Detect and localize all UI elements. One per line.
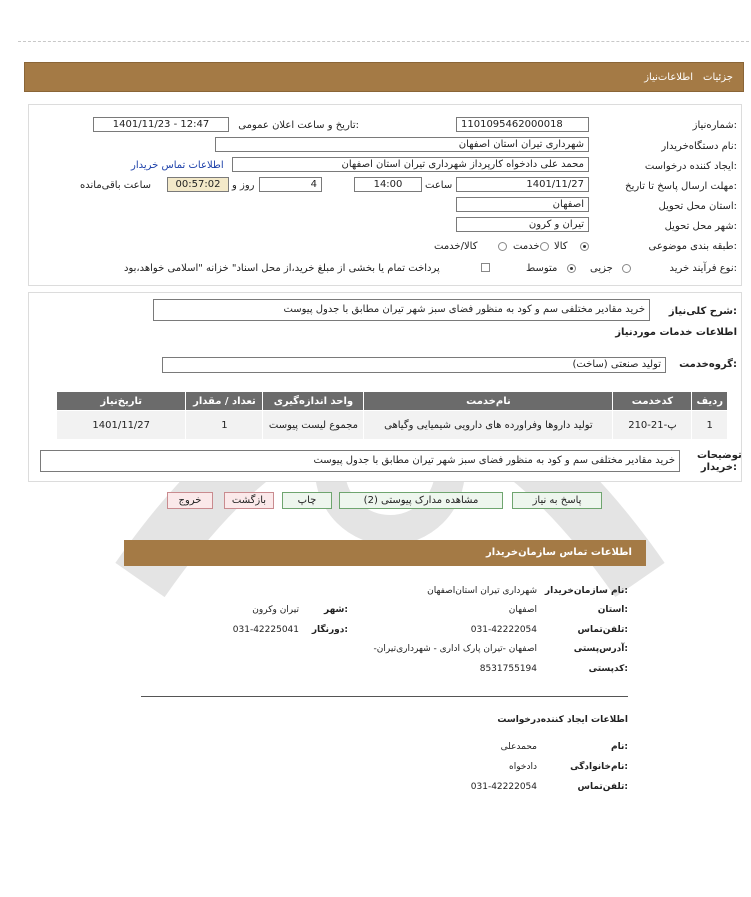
- process-partial-label: جزیی: [590, 263, 613, 274]
- creator-family-label: نام‌خانوادگی:: [570, 762, 628, 772]
- col-quantity: تعداد / مقدار: [186, 392, 263, 411]
- col-service-code: کدخدمت: [613, 392, 692, 411]
- time-remaining-field: 00:57:02: [167, 177, 229, 192]
- announce-label: تاریخ و ساعت اعلان عمومی:: [238, 120, 359, 131]
- category-goods-radio[interactable]: [580, 242, 589, 251]
- services-table: [56, 391, 728, 440]
- top-divider: [18, 41, 749, 42]
- services-title: اطلاعات خدمات موردنیاز: [615, 327, 737, 338]
- province-field: اصفهان: [456, 197, 589, 212]
- creator-info-title: اطلاعات ایجاد کننده‌درخواست: [497, 715, 628, 725]
- creator-phone-label: تلفن‌تماس:: [577, 782, 628, 792]
- col-row-number: ردیف: [692, 392, 728, 411]
- cell-need-date: 1401/11/27: [57, 411, 186, 440]
- reply-button[interactable]: پاسخ به نیاز: [512, 492, 602, 509]
- days-remaining-field: 4: [259, 177, 322, 192]
- time-remaining-label: ساعت باقی‌مانده: [80, 180, 152, 191]
- address-label: آدرس‌پستی:: [573, 644, 628, 654]
- deadline-time-field: 14:00: [354, 177, 422, 192]
- details-header-bar: [24, 62, 744, 92]
- org-label: نام سازمان‌خریدار:: [544, 586, 628, 596]
- service-group-label: گروه‌خدمت:: [679, 359, 737, 370]
- tab-details[interactable]: جزئیات: [703, 72, 733, 83]
- cell-service-code: پ-21-210: [613, 411, 692, 440]
- need-summary-field: خرید مقادیر مختلفی سم و کود به منظور فضای سبز شهر تیران مطابق با جدول پیوست: [153, 299, 650, 321]
- view-attachments-button[interactable]: مشاهده مدارک پیوستی (2): [339, 492, 503, 509]
- org-value: شهرداری تیران استان‌اصفهان: [427, 586, 537, 596]
- treasury-payment-note: پرداخت تمام یا بخشی از مبلغ خرید،از محل اسناد" خزانه "اسلامی خواهد،بود: [124, 263, 440, 274]
- buyer-org-label: نام دستگاه‌خریدار:: [661, 141, 737, 152]
- need-summary-label: شرح کلی‌نیاز:: [668, 306, 737, 317]
- exit-button[interactable]: خروج: [167, 492, 213, 509]
- contact-title: اطلاعات تماس سازمان‌خریدار: [485, 547, 632, 558]
- contact-phone-value: 031-42222054: [470, 625, 537, 635]
- contact-header-bar: [124, 540, 646, 566]
- contact-fax-label: دورنگار:: [311, 625, 348, 635]
- buyer-notes-label: توضیحات خریدار:: [697, 450, 742, 473]
- buyer-notes-field: خرید مقادیر مختلفی سم و کود به منظور فضای سبز شهر تیران مطابق با جدول پیوست: [40, 450, 680, 472]
- process-medium-label: متوسط: [526, 263, 558, 274]
- province-label: استان محل تحویل:: [658, 201, 737, 212]
- city-field: تیران و کرون: [456, 217, 589, 232]
- deadline-time-label: ساعت: [425, 180, 453, 191]
- table-row: [57, 411, 728, 440]
- contact-city-label: شهر:: [324, 605, 348, 615]
- creator-name-label: نام:: [611, 742, 628, 752]
- deadline-label: مهلت ارسال پاسخ تا تاریخ:: [625, 181, 737, 192]
- process-medium-radio[interactable]: [567, 264, 576, 273]
- col-need-date: تاریخ‌نیاز: [57, 392, 186, 411]
- contact-province-value: اصفهان: [508, 605, 537, 615]
- category-service-label: خدمت: [513, 241, 540, 252]
- address-value: -اصفهان -تیران پارک اداری - شهرداری‌تیران: [373, 644, 537, 654]
- cell-quantity: 1: [186, 411, 263, 440]
- buyer-org-field: شهرداری تیران استان اصفهان: [215, 137, 589, 152]
- days-label: روز و: [232, 180, 255, 191]
- cell-service-name: تولید داروها وفراورده های دارویی شیمیایی وگیاهی: [364, 411, 613, 440]
- category-service-radio[interactable]: [540, 242, 549, 251]
- back-button[interactable]: بازگشت: [224, 492, 274, 509]
- contact-fax-value: 031-42225041: [232, 625, 299, 635]
- cell-unit: مجموع لیست پیوست: [263, 411, 364, 440]
- creator-phone-value: 031-42222054: [470, 782, 537, 792]
- process-type-label: نوع فرآیند خرید:: [669, 263, 737, 274]
- print-button[interactable]: چاپ: [282, 492, 332, 509]
- need-number-label: شماره‌نیاز:: [692, 120, 737, 131]
- postal-code-label: کدپستی:: [588, 664, 628, 674]
- contact-phone-label: تلفن‌تماس:: [577, 625, 628, 635]
- service-group-field: تولید صنعتی (ساخت): [162, 357, 666, 373]
- category-goods-label: کالا: [554, 241, 568, 252]
- postal-code-value: 8531755194: [479, 664, 537, 674]
- col-service-name: نام‌خدمت: [364, 392, 613, 411]
- need-number-field: 1101095462000018: [456, 117, 589, 132]
- treasury-payment-checkbox[interactable]: [481, 263, 490, 272]
- contact-divider: [141, 696, 628, 697]
- deadline-date-field: 1401/11/27: [456, 177, 589, 192]
- category-both-label: کالا/خدمت: [434, 241, 478, 252]
- category-both-radio[interactable]: [498, 242, 507, 251]
- contact-province-label: استان:: [597, 605, 628, 615]
- col-unit: واحد اندازه‌گیری: [263, 392, 364, 411]
- creator-label: ایجاد کننده درخواست:: [644, 161, 737, 172]
- table-header-row: [57, 392, 728, 411]
- creator-name-value: محمدعلی: [500, 742, 537, 752]
- buyer-contact-link[interactable]: اطلاعات تماس خریدار: [131, 160, 224, 171]
- contact-city-value: تیران وکرون: [252, 605, 299, 615]
- cell-row-number: 1: [692, 411, 728, 440]
- announce-field: 1401/11/23 - 12:47: [93, 117, 229, 132]
- city-label: شهر محل تحویل:: [664, 221, 737, 232]
- creator-family-value: دادخواه: [509, 762, 537, 772]
- tab-need-info[interactable]: اطلاعات‌نیاز: [644, 72, 693, 83]
- process-partial-radio[interactable]: [622, 264, 631, 273]
- creator-field: محمد علی دادخواه کارپرداز شهرداری تیران استان اصفهان: [232, 157, 589, 172]
- category-label: طبقه بندی موضوعی:: [648, 241, 737, 252]
